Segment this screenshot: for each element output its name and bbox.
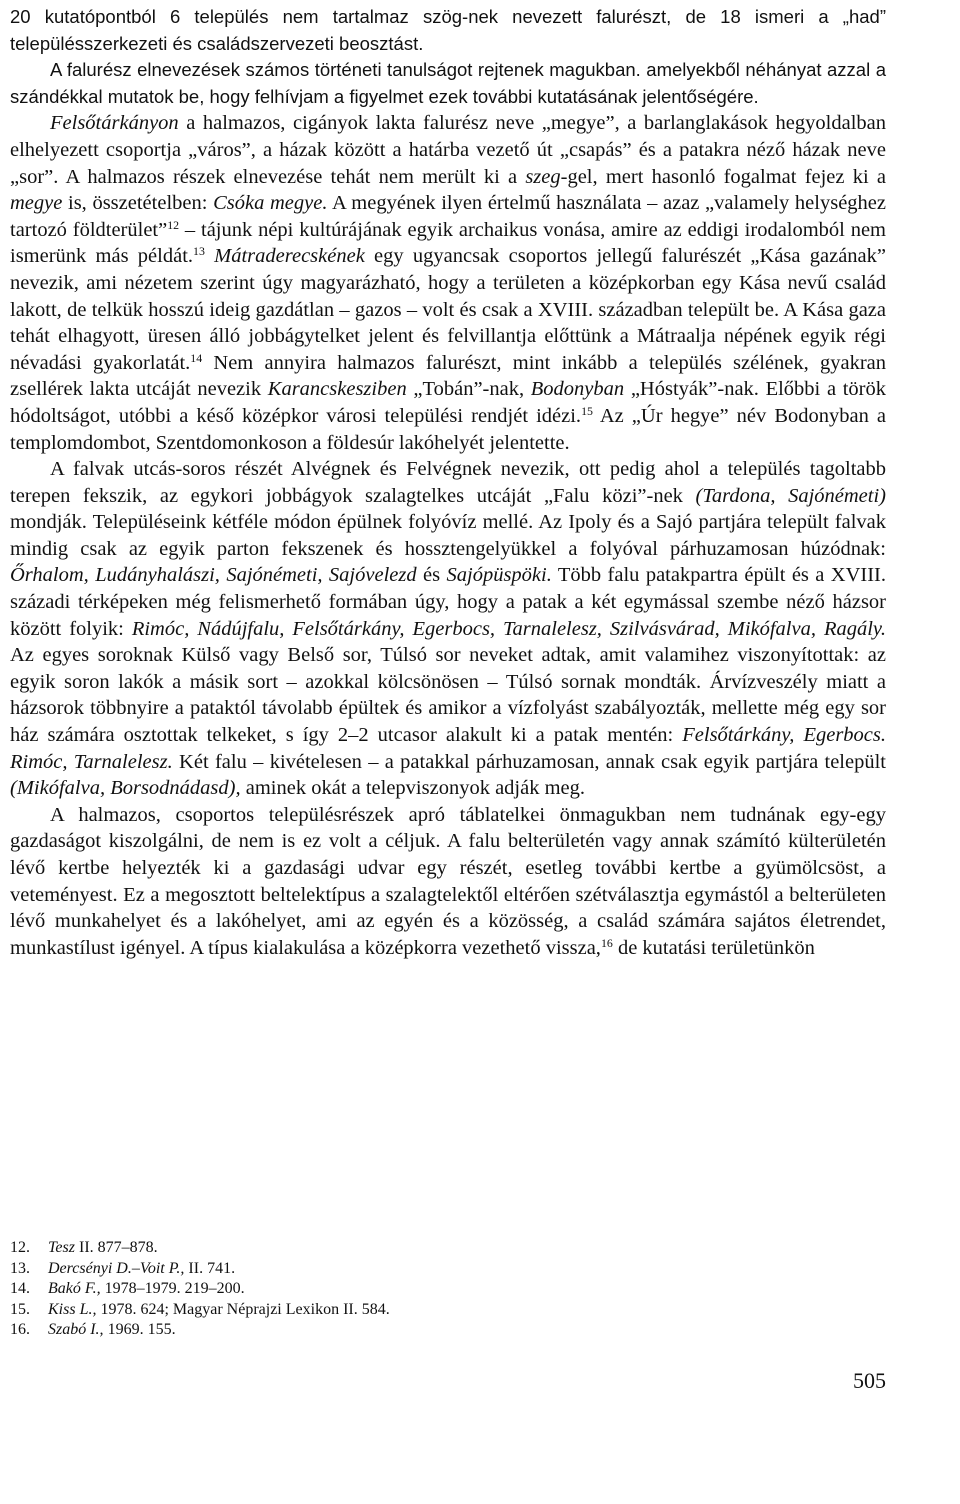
italic-text: Karancskesziben xyxy=(267,378,407,401)
footnote xyxy=(10,1238,610,1259)
footnote xyxy=(10,1279,610,1300)
italic-text: (Tardona, Sajónémeti) xyxy=(695,484,886,507)
footnote-text xyxy=(48,1279,245,1300)
text-run: A falvak utcás-soros részét Alvégnek és Felvégnek nevezik, ott pedig ahol a település tagoltabb terepen fekszik, az egykori jobbágyok szalagtelkes utcáját „Falu közi”-nek xyxy=(10,458,886,507)
paragraph xyxy=(10,456,886,802)
text-run: Az egyes soroknak Külső vagy Belső sor, Túlsó sor neveket adtak, amit valamihez viszonyítottak: az egyik soron lakók a másik sort – azokkal kölcsönösen – Túlsó sornak mondták. Árvízveszély miatt a házsorok többnyire a pataktól távolabb épültek és amikor a vízfolyást szabályozták, mellette még egy sor ház számára osztottak telkeket, s így 2–2 utcasor alakult ki a patak mentén: xyxy=(10,644,886,747)
text-run: a halmazos, cigányok lakta falurész neve „megye”, a barlanglakások hegyoldalban elhelyezett csoportja „város”, a házak között a határba vezető út „csapás” és a patakra néző házak neve „sor”. A halmazos részek elnevezése tehát nem merült ki a xyxy=(10,112,886,188)
body-text xyxy=(10,4,886,961)
italic-text: Felsőtárkány, Egerbocs. Rimóc, Tarnalelesz. xyxy=(10,724,886,773)
footnote-reference: 12 xyxy=(167,217,180,232)
italic-text: Tesz xyxy=(48,1239,75,1256)
text-run: -gel, mert hasonló fogalmat fejez ki a xyxy=(560,165,886,188)
footnote-number: 13. xyxy=(10,1259,30,1277)
footnote-number: 12. xyxy=(10,1239,30,1256)
text-run: de kutatási területünkön xyxy=(612,936,815,959)
footnote-text xyxy=(48,1300,390,1321)
italic-text: szeg xyxy=(525,165,561,188)
italic-text: Sajópüspöki. xyxy=(446,564,552,587)
text-run: is, összetételben: xyxy=(62,192,214,215)
italic-text: (Mikófalva, Borsodnádasd), xyxy=(10,777,241,800)
text-run: 20 kutatópontból 6 település nem tartalmaz szög-nek nevezett falurészt, de 18 ismeri a „had” településszerkezeti és családszervezeti beosztást. xyxy=(10,6,886,54)
text-run: A falurész elnevezések számos történeti tanulságot rejtenek magukban. amelyekből néhányat azzal a szándékkal mutatok be, hogy felhívjam a figyelmet ezek további kutatásának jelentőségére. xyxy=(10,59,886,107)
text-run: Két falu – kivételesen – a patakkal párhuzamosan, annak csak egyik partjára települt xyxy=(172,750,886,773)
footnote-text xyxy=(48,1238,158,1259)
text-run: 1978–1979. 219–200. xyxy=(100,1280,245,1297)
text-run: „Hóstyák”-nak. Előbbi a török hódoltságot, utóbbi a késő középkor városi települési rendjét idézi. xyxy=(10,378,886,427)
text-run: Az „Úr hegye” név Bodonyban a templomdombot, Szentdomonkoson a földesúr lakóhelyét jelentette. xyxy=(10,404,886,454)
footnote-reference: 14 xyxy=(190,350,203,365)
text-run: II. 741. xyxy=(184,1259,236,1277)
italic-text: Szabó I., xyxy=(48,1321,104,1338)
italic-text: Bodonyban xyxy=(530,378,625,401)
text-run xyxy=(205,245,214,267)
italic-text: Őrhalom, Ludányhalászi, Sajónémeti, Sajóvelezd xyxy=(10,564,417,587)
footnote-text xyxy=(48,1320,176,1341)
text-run: „Tobán”-nak, xyxy=(406,378,531,401)
text-run: és xyxy=(416,564,447,587)
footnote-reference: 15 xyxy=(581,403,593,418)
footnote xyxy=(10,1300,610,1321)
text-run: A halmazos, csoportos településrészek apró táblatelkei önmagukban nem tudnának egy-egy gazdaságot kiszolgálni, de nem is ez volt a céljuk. A falu belterületén vagy annak számító külterületén lévő kertbe helyezték ki a gazdasági udvar egy részét, esetleg további kertbe a gyümölcsöst, a veteményest. Ez a megosztott beltelektípus a szalagtelektől eltérően szétválasztja egymástól a belterületen lévő munkahelyet és a lakóhelyet, ami az egyén és a közösség, a család számára sajátos életrendet, munkastílust igényel. A típus kialakulása a középkorra vezethető vissza, xyxy=(10,803,886,959)
text-run: Nem annyira halmazos falurészt, mint inkább a település szélének, gyakran zsellérek lakta utcáját nevezik xyxy=(10,351,886,401)
text-run: 1969. 155. xyxy=(103,1321,176,1338)
paragraph xyxy=(10,4,886,57)
italic-text: Mátraderecskének xyxy=(214,245,365,268)
footnote-reference: 13 xyxy=(193,244,205,259)
paragraph xyxy=(10,57,886,110)
italic-text: Rimóc, Nádújfalu, Felsőtárkány, Egerbocs, Tarnalelesz, Szilvásvárad, Mikófalva, Ragály. xyxy=(131,617,886,640)
paragraph xyxy=(10,110,886,456)
footnote-reference: 16 xyxy=(600,935,613,950)
footnote-text xyxy=(48,1259,235,1280)
italic-text: Csóka megye. xyxy=(213,192,328,215)
paragraph xyxy=(10,802,886,962)
footnote xyxy=(10,1320,610,1341)
text-run: mondják. Településeink kétféle módon épülnek folyóvíz mellé. Az Ipoly és a Sajó partjára települt falvak mindig csak az egyik parton fekszenek és hossztengelyükkel a folyóval párhuzamosan húzódnak: xyxy=(10,511,886,560)
footnote-number: 16. xyxy=(10,1321,30,1338)
footnote-number: 15. xyxy=(10,1300,30,1318)
italic-text: Felsőtárkányon xyxy=(50,112,179,135)
text-run: 1978. 624; Magyar Néprajzi Lexikon II. 584. xyxy=(96,1300,390,1318)
text-run: – tájunk népi kultúrájának egyik archaikus vonása, amire az eddigi irodalomból nem ismerünk más példát. xyxy=(10,218,886,268)
italic-text: Bakó F., xyxy=(48,1280,101,1297)
footnote-number: 14. xyxy=(10,1280,30,1297)
italic-text: Kiss L., xyxy=(48,1300,97,1318)
italic-text: megye xyxy=(10,192,63,215)
text-run: Több falu patakpartra épült és a XVIII. századi térképeken még felismerhető formában úgy, hogy a patak a két egymással szembe néző házsor között folyik: xyxy=(10,564,887,640)
text-run: aminek okát a telepviszonyok adják meg. xyxy=(240,777,586,800)
text-run: II. 877–878. xyxy=(74,1239,158,1256)
footnotes xyxy=(10,1238,610,1341)
footnote xyxy=(10,1259,610,1280)
text-run: A megyének ilyen értelmű használata – azaz „valamely helységhez tartozó földterület” xyxy=(10,192,886,241)
page-number: 505 xyxy=(853,1368,886,1393)
italic-text: Dercsényi D.–Voit P., xyxy=(48,1259,185,1277)
text-run: egy ugyancsak csoportos jellegű falurészét „Kása gazának” nevezik, ami nézetem szerint úgy magyarázható, hogy a területen a középkorban egy Kása nevű család lakott, de telkük hosszú ideig gazdátlan – gazos – volt és csak a XVIII. században települt be. A Kása gaza tehát elhagyott, üresen álló jobbágytelket jelent és felvillantja előttünk a Mátraalja népének egyik régi névadási gyakorlatát. xyxy=(10,245,887,374)
